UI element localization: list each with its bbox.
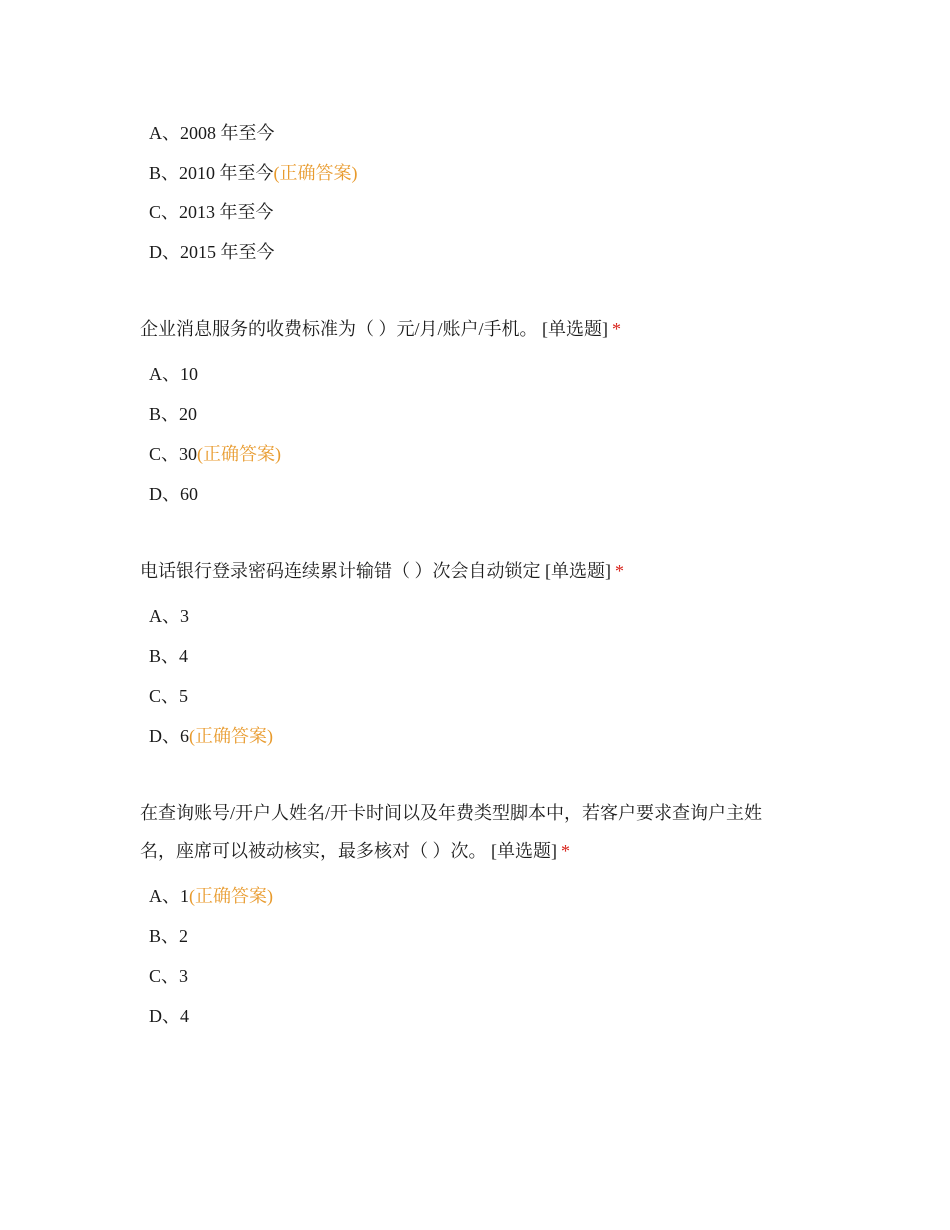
option-text: D、6 bbox=[149, 726, 189, 746]
option-b0-b bbox=[149, 161, 358, 185]
option-text: A、2008 年至今 bbox=[149, 123, 275, 143]
required-mark: * bbox=[615, 561, 624, 581]
correct-answer-note: (正确答案) bbox=[197, 444, 282, 464]
option-text: C、3 bbox=[149, 966, 189, 986]
question-type: [单选题] bbox=[491, 841, 557, 861]
option-b0-c bbox=[149, 200, 274, 224]
correct-answer-note: (正确答案) bbox=[273, 163, 358, 183]
option-b3-c bbox=[149, 964, 188, 988]
option-text: C、5 bbox=[149, 686, 189, 706]
option-b2-b bbox=[149, 644, 188, 668]
option-text: B、20 bbox=[149, 404, 198, 424]
question-text: 在查询账号/开户人姓名/开卡时间以及年费类型脚本中，若客户要求查询户主姓名，座席可以被动核实，最多核对（ ）次。 bbox=[140, 803, 762, 861]
correct-answer-note: (正确答案) bbox=[189, 726, 273, 746]
required-mark: * bbox=[612, 319, 622, 339]
option-text: B、2 bbox=[149, 926, 189, 946]
option-b0-a bbox=[149, 121, 275, 145]
option-text: D、4 bbox=[149, 1006, 189, 1026]
option-b3-d bbox=[149, 1004, 189, 1028]
option-text: C、30 bbox=[149, 444, 198, 464]
option-b2-d bbox=[149, 724, 273, 748]
option-b3-a bbox=[149, 884, 273, 908]
option-text: A、3 bbox=[149, 606, 189, 626]
question-title bbox=[140, 310, 800, 348]
question-type: [单选题] bbox=[542, 319, 609, 339]
question-text: 企业消息服务的收费标准为（ ）元/月/账户/手机。 bbox=[140, 319, 538, 339]
question-type: [单选题] bbox=[545, 561, 611, 581]
option-b1-a bbox=[149, 362, 198, 386]
option-text: B、4 bbox=[149, 646, 189, 666]
option-b1-b bbox=[149, 402, 197, 426]
option-text: C、2013 年至今 bbox=[149, 202, 274, 222]
option-b2-c bbox=[149, 684, 188, 708]
option-text: A、10 bbox=[149, 364, 198, 384]
option-text: D、2015 年至今 bbox=[149, 242, 275, 262]
option-text: A、1 bbox=[149, 886, 189, 906]
option-b2-a bbox=[149, 604, 189, 628]
option-text: D、60 bbox=[149, 484, 198, 504]
question-text: 电话银行登录密码连续累计输错（ ）次会自动锁定 bbox=[140, 561, 541, 581]
correct-answer-note: (正确答案) bbox=[189, 886, 273, 906]
question-title bbox=[140, 552, 800, 590]
option-b3-b bbox=[149, 924, 188, 948]
option-b0-d bbox=[149, 240, 275, 264]
question-title bbox=[140, 794, 790, 870]
option-b1-d bbox=[149, 482, 198, 506]
option-b1-c bbox=[149, 442, 281, 466]
option-text: B、2010 年至今 bbox=[149, 163, 274, 183]
required-mark: * bbox=[561, 841, 570, 861]
